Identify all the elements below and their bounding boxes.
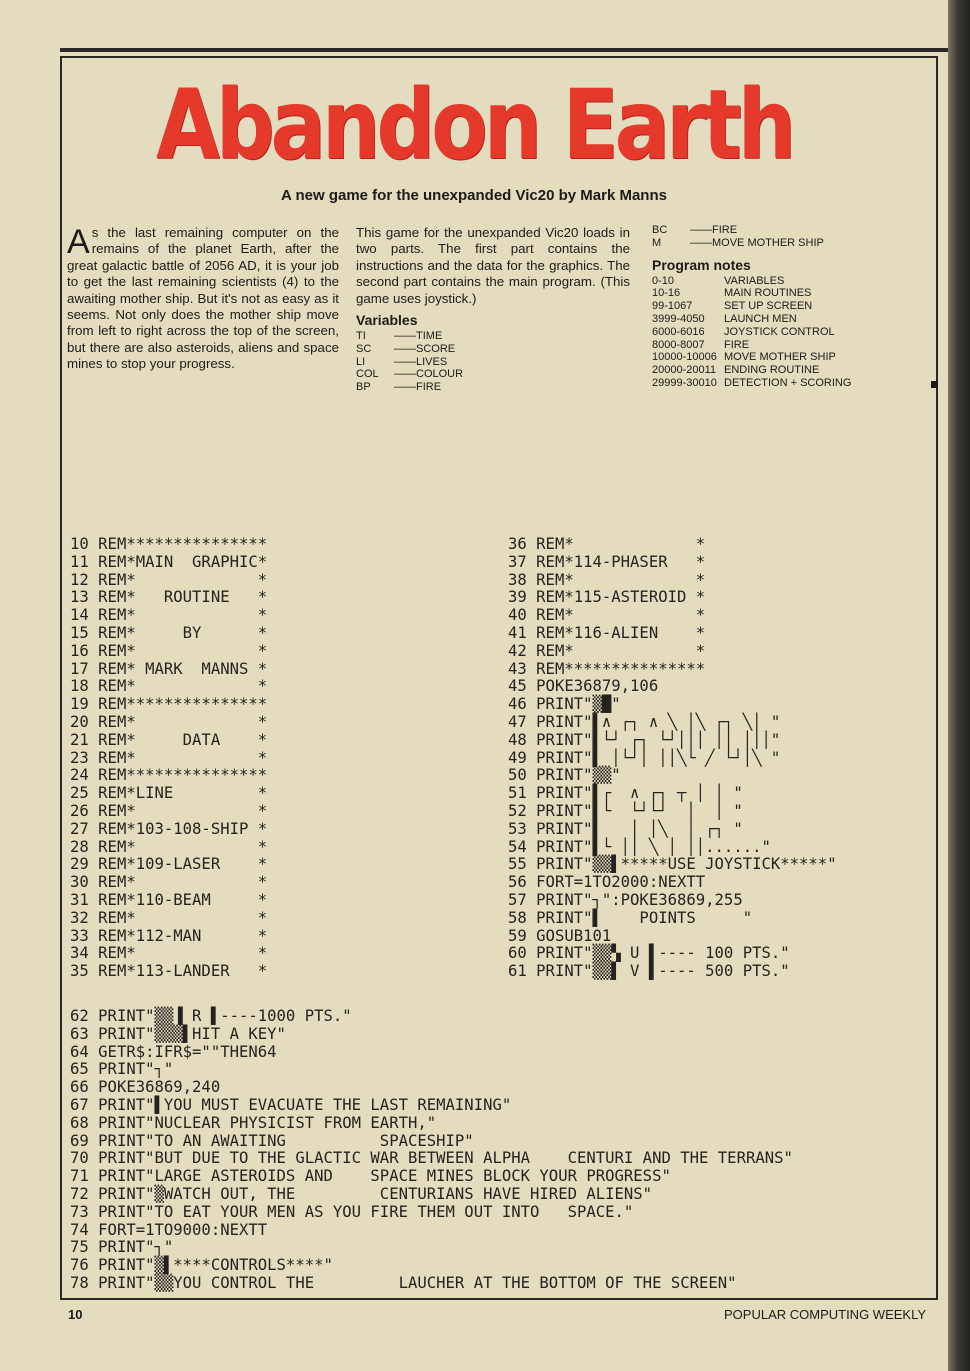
code-line: 62 PRINT"▒▒▐ R ▌----1000 PTS.": [70, 1007, 352, 1025]
code-line: 31 REM*110-BEAM *: [70, 890, 268, 909]
variable-row: TI ——TIME: [356, 330, 443, 343]
code-line: 16 REM* *: [70, 641, 268, 660]
code-line: 78 PRINT"▒▒YOU CONTROL THE LAUCHER AT THE BOTTOM OF THE SCREEN": [70, 1273, 737, 1292]
code-line: 43 REM***************: [508, 659, 706, 678]
code-line: 12 REM* *: [70, 570, 268, 589]
code-line: 68 PRINT"NUCLEAR PHYSICIST FROM EARTH,": [70, 1113, 437, 1132]
code-line: 23 REM* *: [70, 748, 268, 767]
code-line: 35 REM*113-LANDER *: [70, 962, 268, 981]
note-row: 29999-30010 DETECTION + SCORING: [652, 376, 852, 389]
code-line: 27 REM*103-108-SHIP *: [70, 819, 268, 838]
variable-row: COL ——COLOUR: [356, 368, 464, 381]
code-line: 30 REM* *: [70, 873, 268, 892]
code-line: 75 PRINT"┐": [70, 1238, 174, 1257]
code-line: 11 REM*MAIN GRAPHIC*: [70, 552, 268, 571]
code-line: 59 GOSUB101: [508, 926, 612, 945]
code-line: 24 REM***************: [70, 766, 268, 785]
code-line: 50 PRINT"▒▒": [508, 766, 621, 785]
publication-name: POPULAR COMPUTING WEEKLY: [724, 1307, 927, 1322]
code-line: 73 PRINT"TO EAT YOUR MEN AS YOU FIRE THEM OUT INTO SPACE.": [70, 1202, 634, 1221]
code-line: 21 REM* DATA *: [70, 730, 268, 749]
code-line: 52 PRINT"▌└ └┘└┘ │ │ ": [508, 801, 743, 820]
code-line: 25 REM*LINE *: [70, 784, 268, 803]
code-line: 38 REM* *: [508, 570, 706, 589]
basic-listing-right: [508, 536, 837, 981]
code-line: 57 PRINT"┐":POKE36869,255: [508, 890, 743, 909]
code-line: 64 GETR$:IFR$=""THEN64: [70, 1042, 277, 1061]
code-line: 48 PRINT"▌└┘ ┌┐ └┘│││ ││ │││": [508, 730, 781, 749]
code-line: 61 PRINT"▒▒▌ V ▌---- 500 PTS.": [508, 962, 790, 981]
code-line: 10 REM***************: [70, 535, 268, 553]
code-line: 71 PRINT"LARGE ASTEROIDS AND SPACE MINES BLOCK YOUR PROGRESS": [70, 1167, 671, 1186]
code-line: 28 REM* *: [70, 837, 268, 856]
basic-listing-bottom: [70, 1008, 793, 1293]
note-row: 6000-6016 JOYSTICK CONTROL: [652, 325, 835, 338]
article-subtitle: A new game for the unexpanded Vic20 by Mark Manns: [281, 187, 667, 204]
note-row: 99-1067 SET UP SCREEN: [652, 300, 813, 313]
note-row: 0-10 VARIABLES: [652, 274, 785, 287]
code-line: 33 REM*112-MAN *: [70, 926, 268, 945]
intro-text: s the last remaining computer on the remains of the planet Earth, after the great galactic battle of 2056 AD, it is your job to get the last remaining scientists (4) to the awaiting mother ship. But it's not as easy as it seems. Not only does the mother ship move from left to right across the top of the screen, but there are also asteroids, aliens and space mines to stop your progress.: [67, 225, 339, 372]
code-line: 47 PRINT"▌∧ ┌┐ ∧ ╲ │╲ ┌┐ ╲│ ": [508, 712, 781, 731]
code-line: 67 PRINT"▌YOU MUST EVACUATE THE LAST REMAINING": [70, 1095, 512, 1114]
code-line: 37 REM*114-PHASER *: [508, 552, 706, 571]
code-line: 36 REM* *: [508, 535, 706, 553]
code-line: 46 PRINT"▒█": [508, 695, 621, 714]
code-line: 55 PRINT"▒▒▌*****USE JOYSTICK*****": [508, 855, 837, 874]
notes-column: [652, 224, 932, 390]
basic-listing-left: [70, 536, 267, 981]
code-line: 13 REM* ROUTINE *: [70, 588, 268, 607]
code-line: 32 REM* *: [70, 908, 268, 927]
drop-cap: A: [67, 223, 90, 261]
code-line: 70 PRINT"BUT DUE TO THE GLACTIC WAR BETWEEN ALPHA CENTURI AND THE TERRANS": [70, 1149, 793, 1168]
code-line: 39 REM*115-ASTEROID *: [508, 588, 706, 607]
code-line: 63 PRINT"▒▒▒▌HIT A KEY": [70, 1024, 286, 1043]
loading-column: [356, 225, 630, 394]
code-line: 58 PRINT"▌ POINTS ": [508, 908, 753, 927]
note-row: 8000-8007 FIRE: [652, 338, 750, 351]
code-line: 19 REM***************: [70, 695, 268, 714]
code-line: 66 POKE36869,240: [70, 1078, 221, 1097]
note-row: 20000-20011 ENDING ROUTINE: [652, 364, 820, 377]
variables-heading: Variables: [356, 312, 418, 329]
variable-row: LI ——LIVES: [356, 355, 448, 368]
code-line: 72 PRINT"▒WATCH OUT, THE CENTURIANS HAVE HIRED ALIENS": [70, 1184, 653, 1203]
code-line: 51 PRINT"▌┌ ∧ ┌┐ ┬ │ │ ": [508, 784, 743, 803]
program-notes-heading: Program notes: [652, 256, 751, 273]
code-line: 29 REM*109-LASER *: [70, 855, 268, 874]
code-line: 45 POKE36879,106: [508, 677, 659, 696]
code-line: 74 FORT=1TO9000:NEXTT: [70, 1220, 268, 1239]
code-line: 53 PRINT"▌ │ │╲ │ ┌┐ ": [508, 819, 743, 838]
loading-text: This game for the unexpanded Vic20 loads in two parts. The first part contains the instructions and the data for the graphics. The second part contains the main program. (This game uses joystick.): [356, 225, 630, 306]
code-line: 18 REM* *: [70, 677, 268, 696]
note-row: 10-16 MAIN ROUTINES: [652, 287, 812, 300]
variables-list: [356, 330, 630, 394]
code-line: 60 PRINT"▒▒▚ U ▌---- 100 PTS.": [508, 944, 790, 963]
code-line: 40 REM* *: [508, 606, 706, 625]
code-line: 14 REM* *: [70, 606, 268, 625]
code-line: 34 REM* *: [70, 944, 268, 963]
code-line: 76 PRINT"▒▌****CONTROLS****": [70, 1256, 333, 1275]
code-line: 65 PRINT"┐": [70, 1060, 174, 1079]
variable-row: BP ——FIRE: [356, 381, 442, 394]
intro-column: [67, 225, 339, 373]
page-binding-edge: [948, 0, 970, 1371]
code-line: 56 FORT=1TO2000:NEXTT: [508, 873, 706, 892]
end-of-article-bullet: [931, 381, 938, 388]
article-title: Abandon Earth: [156, 69, 792, 181]
code-line: 26 REM* *: [70, 801, 268, 820]
note-row: 10000-10006 MOVE MOTHER SHIP: [652, 351, 836, 364]
code-line: 69 PRINT"TO AN AWAITING SPACESHIP": [70, 1131, 474, 1150]
code-line: 20 REM* *: [70, 712, 268, 731]
code-line: 41 REM*116-ALIEN *: [508, 623, 706, 642]
note-row: 3999-4050 LAUNCH MEN: [652, 312, 797, 325]
variable-row: BC ——FIRE: [652, 224, 738, 236]
code-line: 15 REM* BY *: [70, 623, 268, 642]
code-line: 49 PRINT"▌ │└┘│ ││╲└ ╱ └┘│╲ ": [508, 748, 781, 767]
variable-row: SC ——SCORE: [356, 342, 456, 355]
top-rule: [60, 48, 948, 52]
code-line: 17 REM* MARK MANNS *: [70, 659, 268, 678]
variable-row: M ——MOVE MOTHER SHIP: [652, 236, 824, 249]
code-line: 54 PRINT"▌└ ││ ╲ │ ││......": [508, 837, 771, 856]
code-line: 42 REM* *: [508, 641, 706, 660]
page-number: 10: [68, 1307, 83, 1322]
